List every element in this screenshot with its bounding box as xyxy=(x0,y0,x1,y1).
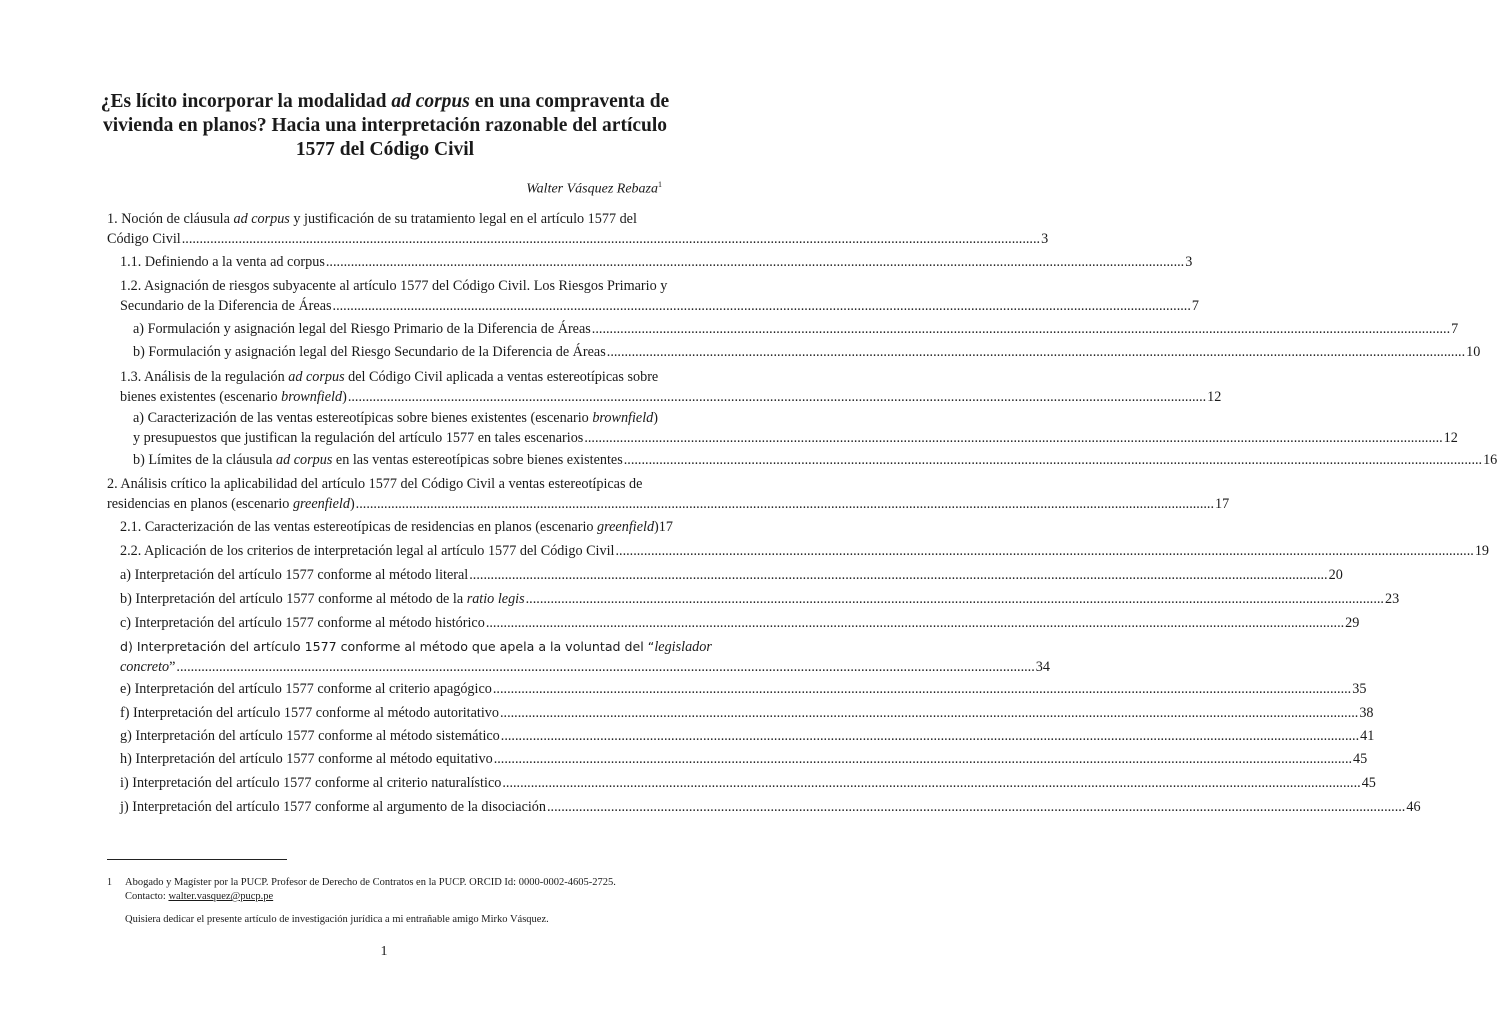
toc-entry-1-1: 1.1. Definiendo a la venta ad corpus ..... 3 xyxy=(120,253,662,273)
toc-entry-1-2: 1.2. Asignación de riesgos subyacente al artículo 1577 del Código Civil. Los Riesgos Primario y Secundario de la Diferencia de Áreas ..... 7 xyxy=(120,277,662,316)
page-number: 1 xyxy=(380,944,388,959)
toc-entry-1-3-b: b) Límites de la cláusula ad corpus en las ventas estereotípicas sobre bienes existentes ..... 16 xyxy=(133,451,662,471)
toc-entry-2-2-d: d) Interpretación del artículo 1577 conforme al método que apela a la voluntad del “legislador concreto” ..... 34 xyxy=(120,637,662,677)
author-email-link[interactable]: walter.vasquez@pucp.pe xyxy=(168,891,274,902)
toc-entry-2-2-j: j) Interpretación del artículo 1577 conforme al argumento de la disociación ..... 46 xyxy=(120,798,662,818)
toc-entry-2-1: 2.1. Caracterización de las ventas estereotípicas de residencias en planos (escenario greenfield) 17 xyxy=(120,519,673,535)
toc-entry-2-2-h: h) Interpretación del artículo 1577 conforme al método equitativo ..... 45 xyxy=(120,750,662,770)
toc-entry-1-2-b: b) Formulación y asignación legal del Riesgo Secundario de la Diferencia de Áreas ..... 10 xyxy=(133,343,662,363)
toc-entry-2: 2. Análisis crítico la aplicabilidad del artículo 1577 del Código Civil a ventas estereotípicas de residencias en planos (escenario greenfield) ..... 17 xyxy=(107,475,662,514)
toc-entry-1-3: 1.3. Análisis de la regulación ad corpus del Código Civil aplicada a ventas estereotípicas sobre bienes existentes (escenario brownfield) ..... 12 xyxy=(120,368,662,407)
footnote-number: 1 xyxy=(107,877,112,888)
footnote-ref: 1 xyxy=(658,180,662,189)
toc-entry-2-2-b: b) Interpretación del artículo 1577 conforme al método de la ratio legis ..... 23 xyxy=(120,590,662,610)
toc-entry-2-2-c: c) Interpretación del artículo 1577 conforme al método histórico ..... 29 xyxy=(120,614,662,634)
toc-entry-2-2-i: i) Interpretación del artículo 1577 conforme al criterio naturalístico ..... 45 xyxy=(120,774,662,794)
toc-entry-2-2-g: g) Interpretación del artículo 1577 conforme al método sistemático ..... 41 xyxy=(120,727,662,747)
toc-entry-1-2-a: a) Formulación y asignación legal del Riesgo Primario de la Diferencia de Áreas ..... 7 xyxy=(133,320,662,340)
author-name: Walter Vásquez Rebaza$^1$ xyxy=(526,180,662,197)
toc-entry-2-2-f: f) Interpretación del artículo 1577 conforme al método autoritativo ..... 38 xyxy=(120,704,662,724)
toc-entry-1: 1. Noción de cláusula ad corpus y justificación de su tratamiento legal en el artículo 1577 del Código Civil ..... 3 xyxy=(107,210,662,249)
dedication: Quisiera dedicar el presente artículo de investigación jurídica a mi entrañable amigo Mirko Vásquez. xyxy=(125,914,549,925)
toc-entry-1-3-a: a) Caracterización de las ventas estereotípicas sobre bienes existentes (escenario brownfield) y presupuestos que justifican la regulación del artículo 1577 en tales escenarios ..... 12 xyxy=(133,409,662,448)
footnote: 1 Abogado y Magíster por la PUCP. Profesor de Derecho de Contratos en la PUCP. ORCID Id: 0000-0002-4605-2725. Contacto: walter.vasquez@pucp.pe xyxy=(107,877,616,902)
toc-entry-2-2-a: a) Interpretación del artículo 1577 conforme al método literal ..... 20 xyxy=(120,566,662,586)
toc-page: 3 xyxy=(1041,230,1049,247)
toc-entry-2-2-e: e) Interpretación del artículo 1577 conforme al criterio apagógico ..... 35 xyxy=(120,680,662,700)
footnote-separator xyxy=(107,859,287,860)
toc-entry-2-2: 2.2. Aplicación de los criterios de interpretación legal al artículo 1577 del Código Civil ..... 19 xyxy=(120,542,662,562)
document-title: ¿Es lícito incorporar la modalidad ad corpus en una compraventa de vivienda en planos? Hacia una interpretación razonable del artículo 1577 del Código Civil xyxy=(100,91,670,160)
